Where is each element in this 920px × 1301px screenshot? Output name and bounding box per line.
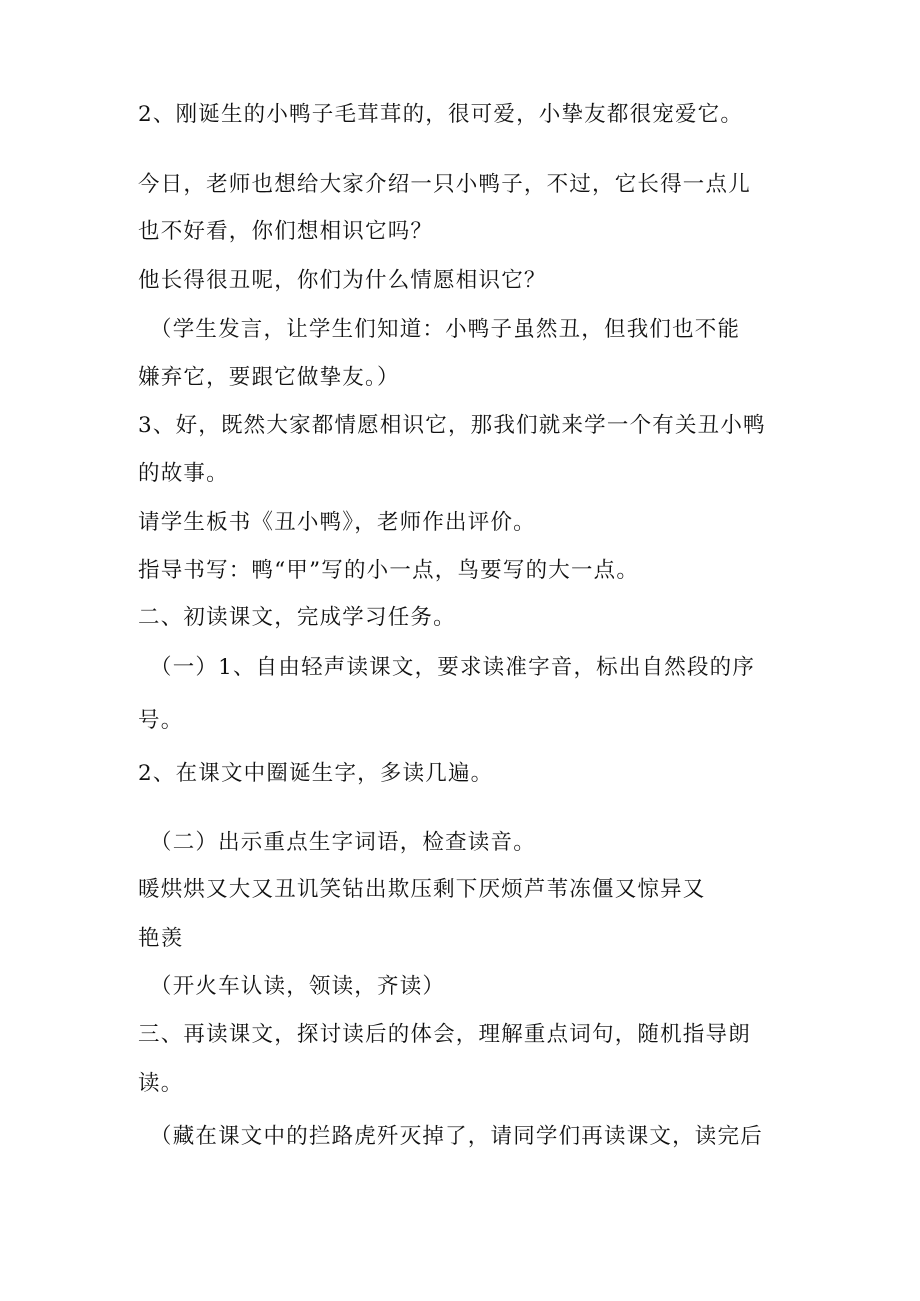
text-line-8: 的故事。 <box>138 461 229 486</box>
text-line-3: 也不好看，你们想相识它吗？ <box>138 219 434 244</box>
text-line-14: 2、在课文中圈诞生字，多读几遍。 <box>138 761 494 786</box>
text-line-2: 今日，老师也想给大家介绍一只小鸭子，不过，它长得一点儿 <box>138 172 751 197</box>
text-line-6: 嫌弃它，要跟它做挚友。） <box>138 365 400 390</box>
text-line-17: 艳羡 <box>138 926 184 951</box>
text-line-12: （一）1、自由轻声读课文，要求读准字音，标出自然段的序 <box>150 655 756 680</box>
text-line-4: 他长得很丑呢，你们为什么情愿相识它？ <box>138 268 547 293</box>
text-line-11: 二、初读课文，完成学习任务。 <box>138 605 456 630</box>
text-line-20: 读。 <box>138 1071 184 1096</box>
text-line-13: 号。 <box>138 708 184 733</box>
text-line-18: （开火车认读，领读，齐读） <box>150 974 446 999</box>
text-line-7: 3、好，既然大家都情愿相识它，那我们就来学一个有关丑小鸭 <box>138 413 766 438</box>
text-line-16: 暖烘烘又大又丑讥笑钻出欺压剩下厌烦芦苇冻僵又惊异又 <box>138 877 706 902</box>
text-line-10: 指导书写：鸭“甲”写的小一点，鸟要写的大一点。 <box>138 558 640 583</box>
text-line-9: 请学生板书《丑小鸭》，老师作出评价。 <box>138 510 536 535</box>
text-line-21: （藏在课文中的拦路虎歼灭掉了，请同学们再读课文，读完后 <box>150 1124 763 1149</box>
text-line-19: 三、再读课文，探讨读后的体会，理解重点词句，随机指导朗 <box>138 1022 751 1047</box>
text-line-1: 2、刚诞生的小鸭子毛茸茸的，很可爱，小挚友都很宠爱它。 <box>138 102 744 127</box>
text-line-5: （学生发言，让学生们知道：小鸭子虽然丑，但我们也不能 <box>150 317 741 342</box>
text-line-15: （二）出示重点生字词语，检查读音。 <box>150 830 536 855</box>
